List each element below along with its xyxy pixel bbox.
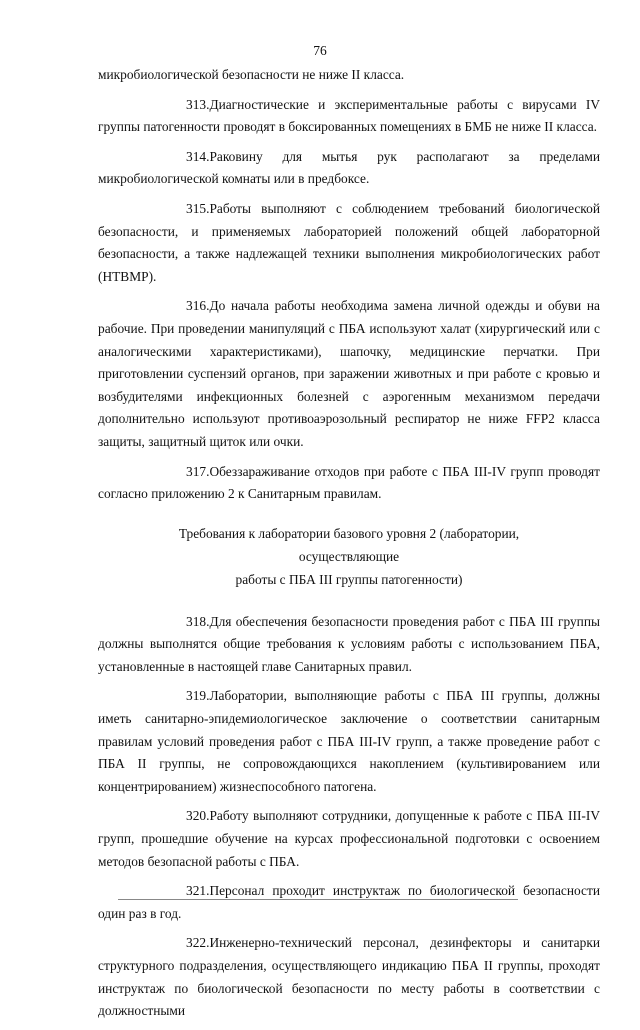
numbered-paragraph	[98, 932, 600, 1022]
numbered-paragraph	[98, 146, 600, 191]
paragraph-group-before-heading	[98, 94, 600, 506]
paragraph-text: До начала работы необходима замена личной одежды и обуви на рабочие. При проведении манипуляций с ПБА используют халат (хирургический или с аналогическими характеристиками), шапочку, медицинские перчатки. При приготовлении суспензий органов, при заражении животных и при работе с кровью и возбудителями инфекционных болезней с аэрогенным механизмом передачи дополнительно используют противоаэрозольный респиратор не ниже FFP2 класса защиты, защитный щиток или очки.	[98, 298, 600, 449]
paragraph-text: Инженерно-технический персонал, дезинфекторы и санитарки структурного подразделения, осуществляющего индикацию ПБА II группы, проходят инструктаж по биологической безопасности по месту работы в соответствии с должностными	[98, 935, 600, 1019]
numbered-paragraph	[98, 94, 600, 139]
paragraph-text: Персонал проходит инструктаж по биологической безопасности один раз в год.	[98, 883, 600, 921]
paragraph-number: 321.	[186, 883, 210, 899]
numbered-paragraph	[98, 461, 600, 506]
paragraph-text: Работы выполняют с соблюдением требований биологической безопасности, и применяемых лабораторией положений общей лабораторной безопасности, а также надлежащей техники выполнения микробиологических работ (НТВМР).	[98, 200, 600, 284]
paragraph-group-after-heading	[98, 611, 600, 1023]
numbered-paragraph	[98, 611, 600, 679]
numbered-paragraph	[98, 198, 600, 288]
paragraph-number: 320.	[186, 808, 210, 824]
paragraph-text: Лаборатории, выполняющие работы с ПБА III группы, должны иметь санитарно-эпидемиологическое заключение о соответствии санитарным правилам условий проведения работ с ПБА III-IV групп, а также проведение работ с ПБА II группы, не сопровождающихся накоплением (культивированием или концентрированием) жизнеспособного патогена.	[98, 688, 600, 794]
paragraph-text: Диагностические и экспериментальные работы с вирусами IV группы патогенности проводят в боксированных помещениях в БМБ не ниже II класса.	[98, 96, 600, 135]
paragraph-number: 317.	[186, 463, 210, 479]
section-heading-line-2: работы с ПБА III группы патогенности)	[235, 571, 463, 587]
numbered-paragraph	[98, 880, 600, 925]
numbered-paragraph	[98, 805, 600, 873]
document-body	[98, 64, 600, 1030]
paragraph-text: Раковину для мытья рук располагают за пределами микробиологической комнаты или в предбоксе.	[98, 148, 600, 187]
paragraph-number: 313.	[186, 96, 210, 112]
continuation-text: микробиологической безопасности не ниже II класса.	[98, 67, 405, 82]
paragraph-text: Для обеспечения безопасности проведения работ с ПБА III группы должны выполнятся общие требования к условиям работы с использованием ПБА, установленные в настоящей главе Санитарных правил.	[98, 613, 600, 674]
page-number: 76	[313, 43, 327, 58]
paragraph-number: 315.	[186, 200, 210, 216]
paragraph-number: 319.	[186, 688, 210, 704]
paragraph-number: 318.	[186, 613, 210, 629]
paragraph-number: 316.	[186, 298, 210, 314]
paragraph-number: 322.	[186, 935, 210, 951]
section-heading	[98, 522, 600, 591]
paragraph-text: Обеззараживание отходов при работе с ПБА III-IV групп проводят согласно приложению 2 к Санитарным правилам.	[98, 463, 600, 502]
numbered-paragraph	[98, 295, 600, 453]
paragraph-number: 314.	[186, 148, 210, 164]
section-heading-line-1: Требования к лаборатории базового уровня 2 (лаборатории, осуществляющие	[178, 525, 520, 564]
numbered-paragraph	[98, 685, 600, 798]
page-bottom-edge	[118, 899, 518, 900]
paragraph-text: Работу выполняют сотрудники, допущенные к работе с ПБА III-IV групп, прошедшие обучение на курсах профессиональной подготовки с освоением методов безопасной работы с ПБА.	[98, 808, 600, 869]
